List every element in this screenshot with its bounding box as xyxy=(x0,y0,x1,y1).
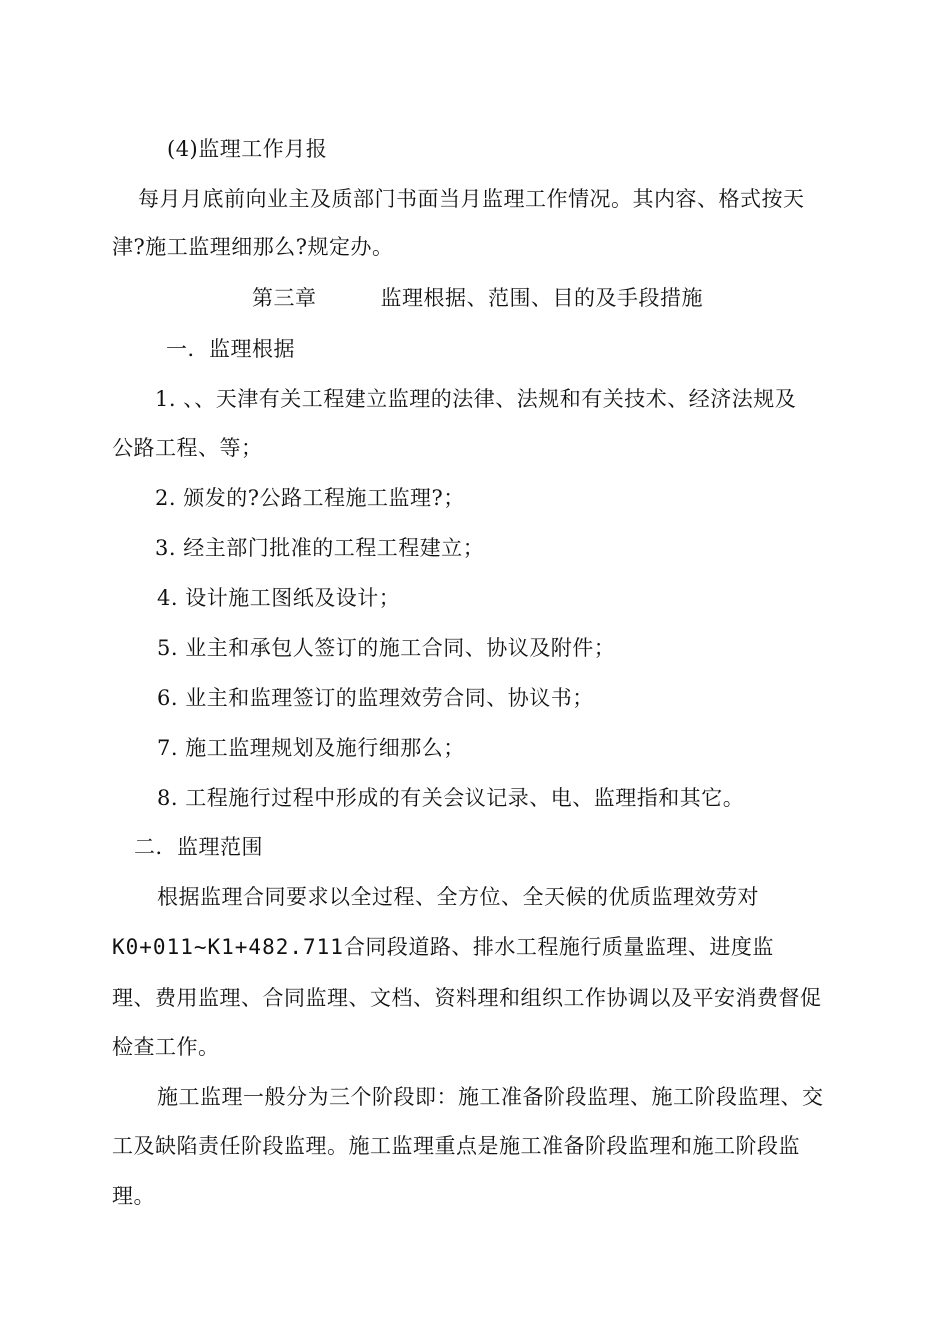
basis-item-text: 业主和承包人签订的施工合同、协议及附件； xyxy=(185,636,616,660)
basis-item-text: 业主和监理签订的监理效劳合同、协议书； xyxy=(185,686,594,710)
basis-item-number: 5. xyxy=(157,636,179,660)
basis-item xyxy=(157,733,465,763)
basis-item-number: 3. xyxy=(155,536,177,560)
basis-item-number: 6. xyxy=(157,686,179,710)
monthly-report-paragraph-line-2: 津?施工监理细那么?规定办。 xyxy=(112,235,394,259)
section-basis-heading: 一．监理根据 xyxy=(166,337,295,361)
stake-range: K0+011~K1+482.711 xyxy=(112,935,344,959)
basis-item-number: 8. xyxy=(157,786,179,810)
phase-paragraph-line-1: 施工监理一般分为三个阶段即：施工准备阶段监理、施工阶段监理、交 xyxy=(157,1085,824,1109)
phase-paragraph-line-2: 工及缺陷责任阶段监理。施工监理重点是施工准备阶段监理和施工阶段监 xyxy=(112,1134,800,1158)
phase-paragraph-line-3: 理。 xyxy=(112,1184,155,1208)
chapter-title: 监理根据、范围、目的及手段措施 xyxy=(380,286,703,310)
basis-item xyxy=(157,583,400,613)
basis-item-text: 工程施行过程中形成的有关会议记录、电、监理指和其它。 xyxy=(185,786,745,810)
monthly-report-heading: (4)监理工作月报 xyxy=(167,137,328,161)
basis-item-text: 设计施工图纸及设计； xyxy=(185,586,401,610)
scope-paragraph-line-2-text: 合同段道路、排水工程施行质量监理、进度监 xyxy=(343,935,774,959)
basis-item xyxy=(155,483,465,513)
basis-item-text: 、、天津有关工程建立监理的法律、法规和有关技术、经济法规及 xyxy=(183,387,797,411)
basis-item-number: 1. xyxy=(155,387,177,411)
scope-paragraph-line-3: 理、费用监理、合同监理、文档、资料理和组织工作协调以及平安消费督促 xyxy=(112,986,822,1010)
chapter-label: 第三章 xyxy=(252,286,317,310)
scope-paragraph-line-4: 检查工作。 xyxy=(112,1035,220,1059)
basis-item xyxy=(157,633,615,663)
section-scope-heading: 二．监理范围 xyxy=(134,835,263,859)
basis-item-continuation: 公路工程、等； xyxy=(112,436,263,460)
chapter-heading xyxy=(252,283,703,313)
basis-item-text: 颁发的?公路工程施工监理?； xyxy=(183,486,465,510)
basis-item xyxy=(157,783,744,813)
scope-paragraph-line-2 xyxy=(112,932,774,962)
basis-item xyxy=(155,384,796,414)
basis-item-number: 7. xyxy=(157,736,179,760)
basis-item xyxy=(155,533,484,563)
basis-item-text: 经主部门批准的工程工程建立； xyxy=(183,536,485,560)
basis-item-text: 施工监理规划及施行细那么； xyxy=(185,736,465,760)
scope-paragraph-line-1: 根据监理合同要求以全过程、全方位、全天候的优质监理效劳对 xyxy=(157,885,759,909)
monthly-report-paragraph-line-1: 每月月底前向业主及质部门书面当月监理工作情况。其内容、格式按天 xyxy=(138,187,805,211)
basis-item-number: 2. xyxy=(155,486,177,510)
basis-item-number: 4. xyxy=(157,586,179,610)
basis-item xyxy=(157,683,594,713)
